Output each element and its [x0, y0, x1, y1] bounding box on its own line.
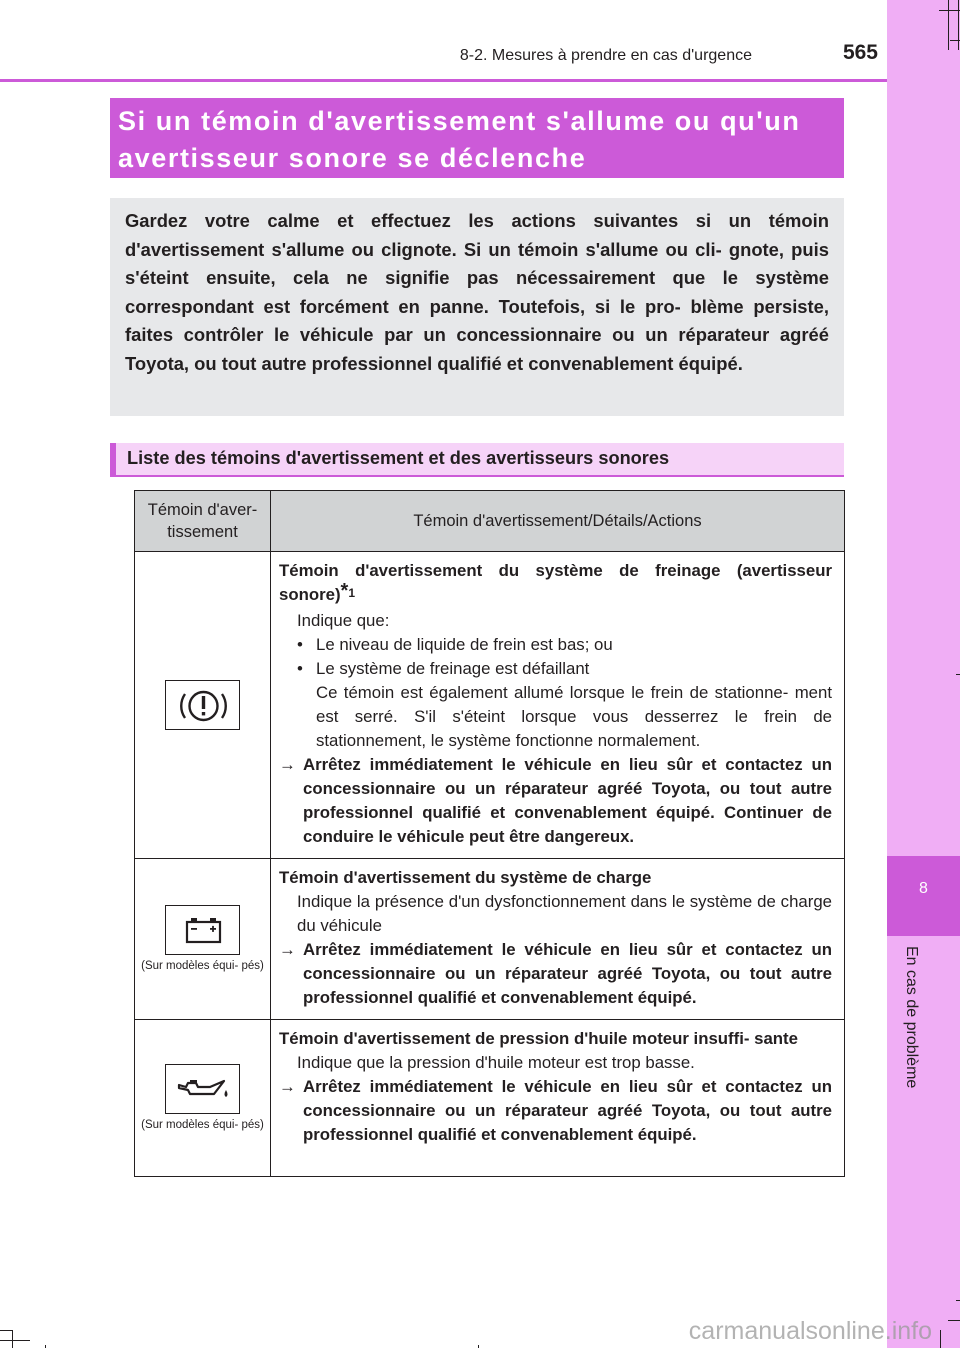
crop-mark [939, 10, 960, 11]
warning-title [279, 559, 832, 609]
chapter-tab-column [887, 0, 960, 1348]
oil-pressure-icon [165, 1064, 240, 1114]
page-title: Si un témoin d'avertissement s'allume ou qu'un avertisseur sonore se déclenche [118, 106, 801, 173]
warning-title: Témoin d'avertissement du système de charge [279, 868, 652, 887]
page-number: 565 [842, 41, 878, 64]
table-header-row [135, 491, 845, 552]
list-item-text: Le niveau de liquide de frein est bas; ou [316, 635, 613, 654]
footnote-marker [340, 580, 356, 602]
warning-title-text: Témoin d'avertissement du système de freinage (avertisseur sonore) [279, 561, 832, 604]
header-rule [0, 79, 887, 82]
footnote-star: * [340, 580, 349, 602]
watermark [580, 1313, 960, 1348]
battery-charge-icon [165, 905, 240, 955]
table-row [135, 552, 845, 859]
column-header-details: Témoin d'avertissement/Détails/Actions [271, 491, 845, 552]
action-text: Arrêtez immédiatement le véhicule en lieu sûr et contactez un concessionnaire ou un réparateur agréé Toyota, ou tout autre professionnel qualifié et convenablement équipé. Continuer de conduire le véhicule peut être dangereux. [303, 755, 832, 846]
icon-cell [135, 859, 271, 1020]
subtitle-banner [110, 443, 844, 477]
crop-mark [950, 40, 960, 41]
column-header-icon: Témoin d'aver- tissement [135, 491, 271, 552]
intro-box [110, 198, 844, 416]
action-text: Arrêtez immédiatement le véhicule en lieu sûr et contactez un concessionnaire ou un réparateur agréé Toyota, ou tout autre professionnel qualifié et convenablement équipé. [303, 940, 832, 1007]
action-text: Arrêtez immédiatement le véhicule en lieu sûr et contactez un concessionnaire ou un réparateur agréé Toyota, ou tout autre professionnel qualifié et convenablement équipé. [303, 1077, 832, 1144]
title-banner [110, 98, 844, 178]
bullet-note: Ce témoin est également allumé lorsque le frein de stationne- ment est serré. S'il s'éteint lorsque vous desserrez le frein de stationnement, le système fonctionne normalement. [316, 683, 832, 750]
icon-note: (Sur modèles équi- pés) [141, 1119, 264, 1132]
section-header: 8-2. Mesures à prendre en cas d'urgence [459, 47, 752, 64]
intro-text: Gardez votre calme et effectuez les actions suivantes si un témoin d'avertissement s'allume ou clignote. Si un témoin s'allume ou cli- gnote, puis s'éteint ensuite, cela ne signifie pas nécessairement que le système correspondant est forcément en panne. Toutefois, si le pro- blème persiste, faites contrôler le véhicule par un concessionnaire ou un réparateur agréé Toyota, ou tout autre professionnel qualifié et convenablement équipé. [125, 210, 829, 374]
arrow-icon: → [279, 940, 296, 959]
icon-cell [135, 552, 271, 859]
indication-text: Indique que: [297, 611, 390, 630]
chapter-number: 8 [919, 880, 928, 897]
action-item [279, 753, 832, 849]
crop-mark [12, 1330, 13, 1348]
bullet-symbol: • [297, 635, 303, 654]
chapter-label-text: En cas de problème [903, 946, 920, 1089]
table-row [135, 1020, 845, 1177]
crop-mark [956, 674, 960, 675]
indication-text: Indique que la pression d'huile moteur est trop basse. [297, 1053, 695, 1072]
list-item [279, 633, 832, 657]
section-subtitle: Liste des témoins d'avertissement et des avertisseurs sonores [127, 448, 670, 468]
brake-warning-icon [165, 680, 240, 730]
action-item [279, 938, 832, 1010]
chapter-label [892, 946, 922, 1106]
details-cell [271, 859, 845, 1020]
indication-text: Indique la présence d'un dysfonctionnement dans le système de charge du véhicule [297, 892, 832, 935]
crop-mark [0, 1340, 30, 1341]
list-item [279, 657, 832, 681]
crop-mark [948, 0, 949, 50]
action-item [279, 1075, 832, 1147]
arrow-icon: → [279, 755, 296, 774]
table-row [135, 859, 845, 1020]
details-cell [271, 1020, 845, 1177]
watermark-text: carmanualsonline.info [688, 1317, 932, 1345]
crop-mark [958, 0, 959, 50]
details-cell [271, 552, 845, 859]
bullet-symbol: • [297, 659, 303, 678]
warning-title: Témoin d'avertissement de pression d'huile moteur insuffi- sante [279, 1029, 798, 1048]
list-item-text: Le système de freinage est défaillant [316, 659, 590, 678]
warning-light-table [134, 490, 845, 1177]
icon-cell [135, 1020, 271, 1177]
crop-mark [956, 1300, 960, 1301]
crop-mark [0, 1330, 12, 1331]
footnote-number: 1 [348, 586, 356, 600]
icon-note: (Sur modèles équi- pés) [141, 960, 264, 973]
arrow-icon: → [279, 1077, 296, 1096]
